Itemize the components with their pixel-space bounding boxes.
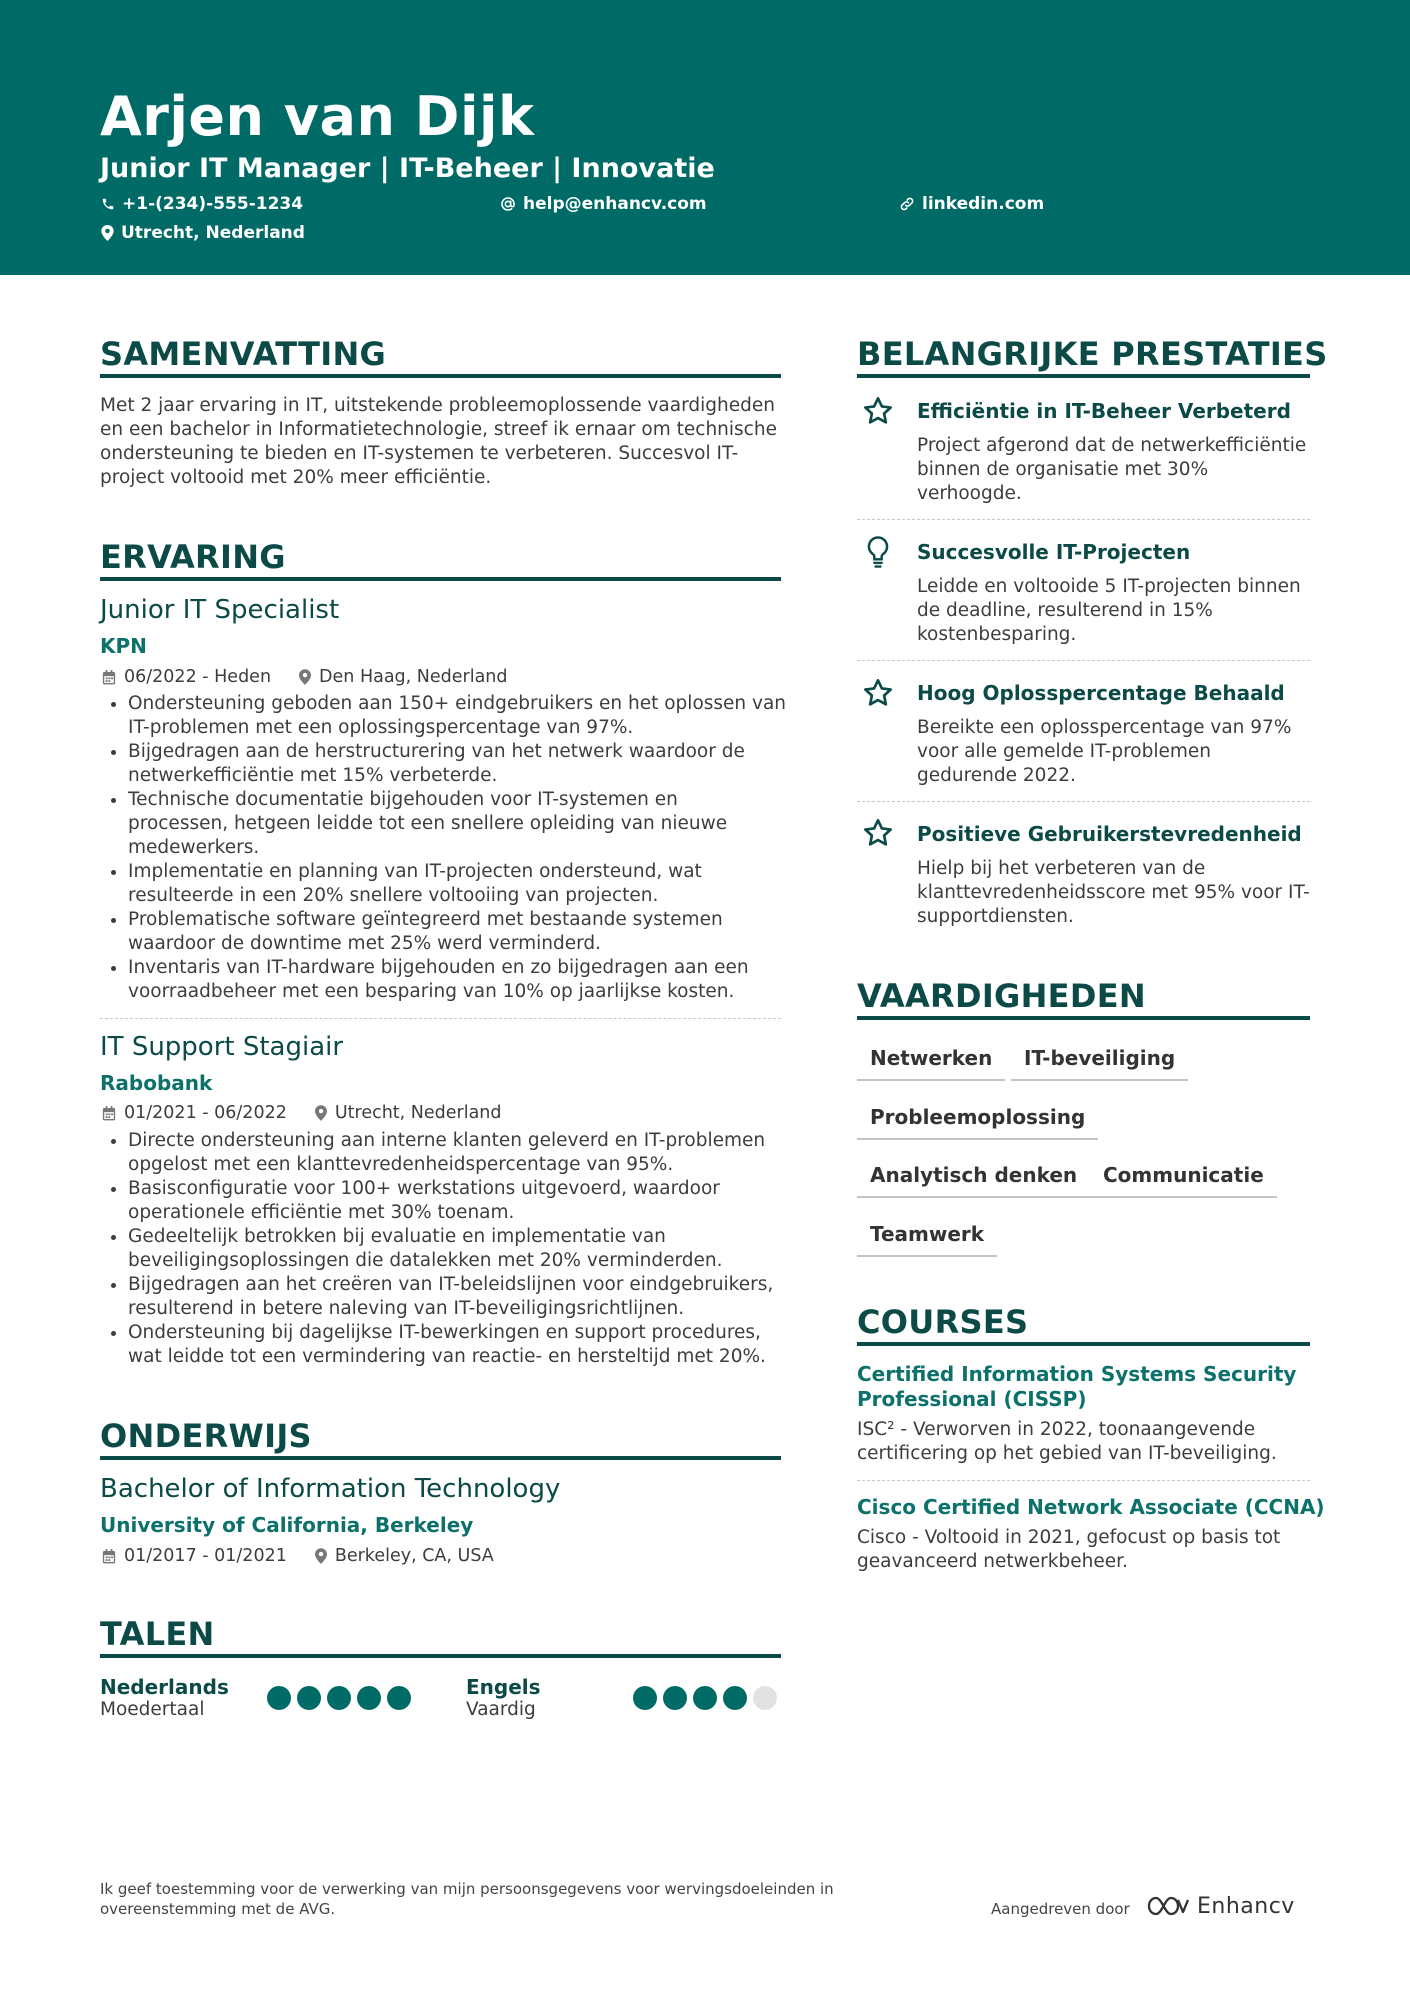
achievement-title: Efficiëntie in IT-Beheer Verbeterd	[917, 399, 1291, 423]
achievement-desc: Project afgerond dat de netwerkefficiëntie binnen de organisatie met 30% verhoogde.	[917, 435, 1307, 504]
bullet-item: Bijgedragen aan de herstructurering van het netwerk waardoor de netwerkefficiëntie met 15% verbeterde.	[101, 740, 801, 788]
rating-dot-filled	[663, 1686, 687, 1710]
job-role: IT Support Stagiair	[100, 1032, 344, 1062]
courses-rule	[857, 1342, 1310, 1346]
job-location: Den Haag, Nederland	[299, 666, 507, 688]
skills-rule	[857, 1016, 1310, 1020]
contact-linkedin[interactable]	[899, 193, 1044, 215]
summary-line: en een bachelor in Informatietechnologie, streef ik ernaar om technische	[100, 419, 777, 440]
job-company: Rabobank	[100, 1071, 213, 1095]
contact-email[interactable]	[500, 193, 707, 215]
achievements-rule	[857, 374, 1310, 378]
language-name: Engels	[466, 1675, 541, 1699]
course-desc: ISC² - Verworven in 2022, toonaangevende certificering op het gebied van IT-beveiliging.	[857, 1419, 1277, 1464]
experience-rule	[100, 577, 781, 581]
languages-heading: TALEN	[100, 1615, 215, 1653]
location-text: Utrecht, Nederland	[121, 223, 305, 243]
language-level: Vaardig	[466, 1699, 536, 1720]
star-icon	[862, 817, 894, 849]
calendar-icon	[102, 670, 116, 685]
job-dates: 06/2022 - Heden	[102, 666, 271, 688]
school-name: University of California, Berkeley	[100, 1513, 474, 1537]
candidate-title: Junior IT Manager | IT-Beheer | Innovatie	[100, 153, 715, 184]
achievement-divider	[857, 660, 1310, 661]
bullet-item: Bijgedragen aan het creëren van IT-beleidslijnen voor eindgebruikers, resulterend in betere naleving van IT-beveiligingsrichtlijnen.	[101, 1273, 801, 1321]
linkedin-text: linkedin.com	[922, 194, 1045, 214]
summary-line: ondersteuning te bieden en IT-systemen te verbeteren. Succesvol IT-	[100, 443, 739, 464]
rating-dot-empty	[753, 1686, 777, 1710]
star-icon	[862, 677, 894, 709]
phone-text: +1-(234)-555-1234	[122, 194, 304, 214]
consent-text: Ik geef toestemming voor de verwerking van mijn persoonsgegevens voor wervingsdoeleinden in overeenstemming met de AVG.	[100, 1880, 834, 1918]
enhancv-logo-icon	[1145, 1893, 1191, 1919]
education-dates: 01/2017 - 01/2021	[102, 1545, 287, 1567]
bullet-item: Basisconfiguratie voor 100+ werkstations uitgevoerd, waardoor operationele efficiëntie met 30% toenam.	[101, 1177, 801, 1225]
location-pin-icon	[315, 1548, 327, 1564]
job-meta	[102, 1102, 502, 1124]
achievement-desc: Hielp bij het verbeteren van de klanttevredenheidsscore met 95% voor IT- supportdiensten.	[917, 858, 1310, 927]
job-meta	[102, 666, 508, 688]
location-pin-icon	[299, 669, 311, 685]
star-icon	[862, 395, 894, 427]
achievement-title: Succesvolle IT-Projecten	[917, 540, 1191, 564]
calendar-icon	[102, 1549, 116, 1564]
course-divider	[857, 1480, 1310, 1481]
link-icon	[899, 196, 915, 212]
bullet-item: Implementatie en planning van IT-projecten ondersteund, wat resulteerde in een 20% snellere voltooiing van projecten.	[101, 860, 801, 908]
skill-tag: Communicatie	[1090, 1162, 1277, 1198]
bullet-item: Problematische software geïntegreerd met bestaande systemen waardoor de downtime met 25% werd verminderd.	[101, 908, 801, 956]
bullet-item: Inventaris van IT-hardware bijgehouden en zo bijgedragen aan een voorraadbeheer met een besparing van 10% op jaarlijkse kosten.	[101, 956, 801, 1004]
location-pin-icon	[101, 225, 114, 241]
calendar-icon	[102, 1106, 116, 1121]
powered-by-text: Aangedreven door	[991, 1900, 1130, 1918]
courses-heading: COURSES	[857, 1303, 1029, 1341]
bullet-item: Ondersteuning geboden aan 150+ eindgebruikers en het oplossen van IT-problemen met een oplossingspercentage van 97%.	[101, 692, 801, 740]
language-rating	[267, 1686, 417, 1710]
job-bullets	[101, 692, 801, 1004]
bullet-item: Ondersteuning bij dagelijkse IT-bewerkingen en support procedures, wat leidde tot een vermindering van reactie- en hersteltijd met 20%.	[101, 1321, 801, 1369]
course-desc: Cisco - Voltooid in 2021, gefocust op basis tot geavanceerd netwerkbeheer.	[857, 1527, 1281, 1572]
job-dates: 01/2021 - 06/2022	[102, 1102, 287, 1124]
language-name: Nederlands	[100, 1675, 229, 1699]
location-pin-icon	[315, 1105, 327, 1121]
summary-heading: SAMENVATTING	[100, 335, 387, 373]
candidate-name: Arjen van Dijk	[100, 85, 535, 148]
skill-tag: Teamwerk	[857, 1221, 997, 1257]
contact-location	[101, 222, 305, 244]
achievement-divider	[857, 519, 1310, 520]
education-location: Berkeley, CA, USA	[315, 1545, 494, 1567]
rating-dot-filled	[297, 1686, 321, 1710]
phone-icon	[101, 197, 115, 211]
job-divider	[100, 1018, 781, 1019]
skill-tag: IT-beveiliging	[1011, 1045, 1188, 1081]
email-text: help@enhancv.com	[523, 194, 707, 214]
achievement-desc: Bereikte een oplosspercentage van 97% voor alle gemelde IT-problemen gedurende 2022.	[917, 717, 1292, 786]
bullet-item: Directe ondersteuning aan interne klanten geleverd en IT-problemen opgelost met een klanttevredenheidspercentage van 95%.	[101, 1129, 801, 1177]
achievements-heading: BELANGRIJKE PRESTATIES	[857, 335, 1328, 373]
enhancv-brand-name: Enhancv	[1197, 1893, 1295, 1919]
rating-dot-filled	[357, 1686, 381, 1710]
course-title: Certified Information Systems Security Professional (CISSP)	[857, 1362, 1297, 1411]
lightbulb-icon	[865, 535, 891, 569]
skill-tag: Netwerken	[857, 1045, 1005, 1081]
language-rating	[633, 1686, 783, 1710]
experience-heading: ERVARING	[100, 538, 286, 576]
summary-line: Met 2 jaar ervaring in IT, uitstekende probleemoplossende vaardigheden	[100, 395, 775, 416]
job-role: Junior IT Specialist	[100, 595, 340, 625]
achievement-title: Positieve Gebruikerstevredenheid	[917, 822, 1302, 846]
education-meta	[102, 1545, 494, 1567]
achievement-desc: Leidde en voltooide 5 IT-projecten binnen de deadline, resulterend in 15% kostenbesparing.	[917, 576, 1301, 645]
education-rule	[100, 1456, 781, 1460]
rating-dot-filled	[327, 1686, 351, 1710]
skill-tag: Analytisch denken	[857, 1162, 1090, 1198]
education-heading: ONDERWIJS	[100, 1417, 312, 1455]
contact-phone[interactable]	[101, 193, 303, 215]
skills-heading: VAARDIGHEDEN	[857, 977, 1146, 1015]
rating-dot-filled	[693, 1686, 717, 1710]
skill-tag: Probleemoplossing	[857, 1104, 1098, 1140]
rating-dot-filled	[633, 1686, 657, 1710]
languages-rule	[100, 1654, 781, 1658]
summary-line: project voltooid met 20% meer efficiëntie.	[100, 467, 492, 488]
job-location: Utrecht, Nederland	[315, 1102, 502, 1124]
summary-rule	[100, 374, 781, 378]
job-bullets	[101, 1129, 801, 1369]
rating-dot-filled	[267, 1686, 291, 1710]
achievement-divider	[857, 801, 1310, 802]
language-level: Moedertaal	[100, 1699, 205, 1720]
achievement-title: Hoog Oplosspercentage Behaald	[917, 681, 1285, 705]
enhancv-logo[interactable]	[1145, 1893, 1295, 1919]
job-company: KPN	[100, 634, 147, 658]
rating-dot-filled	[387, 1686, 411, 1710]
course-title: Cisco Certified Network Associate (CCNA)	[857, 1495, 1325, 1519]
at-icon	[500, 196, 516, 212]
rating-dot-filled	[723, 1686, 747, 1710]
bullet-item: Technische documentatie bijgehouden voor IT-systemen en processen, hetgeen leidde tot een snellere opleiding van nieuwe medewerkers.	[101, 788, 801, 860]
degree-name: Bachelor of Information Technology	[100, 1474, 561, 1504]
bullet-item: Gedeeltelijk betrokken bij evaluatie en implementatie van beveiligingsoplossingen die datalekken met 20% verminderden.	[101, 1225, 801, 1273]
summary-text	[100, 394, 790, 490]
resume-header	[0, 0, 1410, 275]
